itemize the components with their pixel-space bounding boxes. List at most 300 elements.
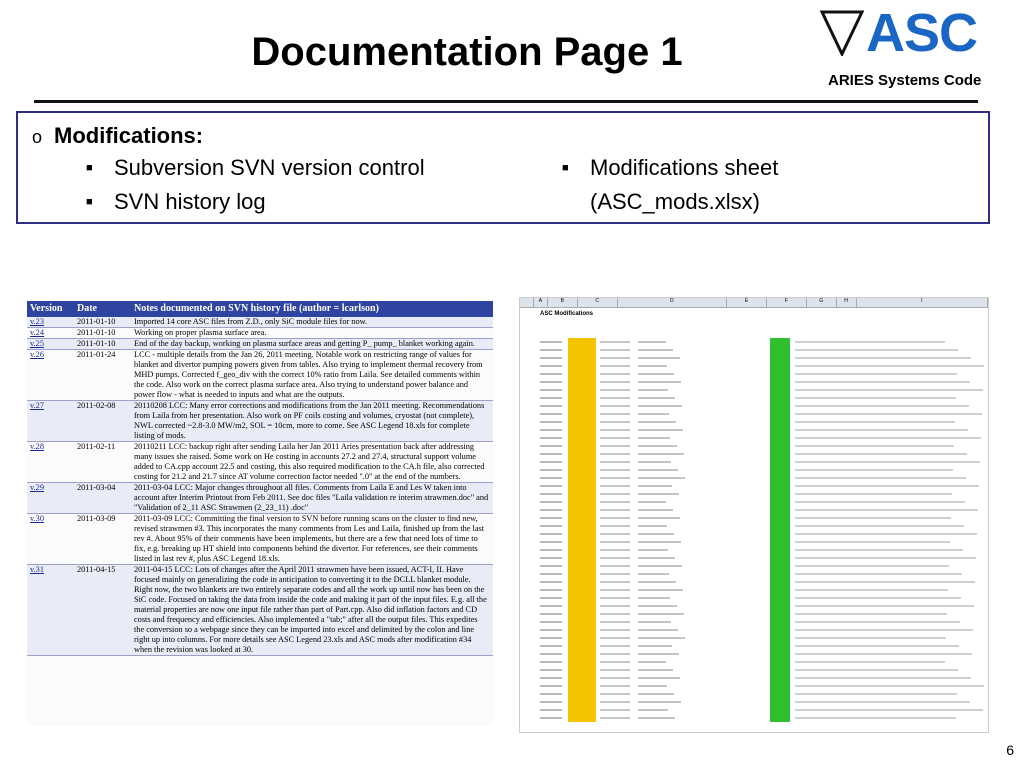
sheet-text-line	[638, 373, 674, 375]
sheet-text-line	[795, 485, 979, 487]
sheet-row	[520, 506, 989, 514]
sheet-text-line	[795, 421, 955, 423]
sheet-highlight-cell	[770, 370, 790, 378]
sheet-text-line	[638, 469, 678, 471]
notes-cell: 2011-04-15 LCC: Lots of changes after the April 2011 strawmen have been issued, ACT-I, II. Have focused mainly on generalizing the code in anticipation to converting it to the DCLL blanket module. Right now, the two blankets are two entirely separate codes and all the work up until now has been on the SiC code. Focused on taking the data from inside the code and making it part of the input files. E.g. all the material properties are now one input file rather than part of Part.cpp. Also did inflation factors and CD costs and frequency and efficiencies. Also implemented a "tab;" after all the output files. This expedites the conversion so a webpage since they can be imported into excel and delimited by the colon and line right up into columns. For more details see ASC Legend 23.xls and ASC mods after modification #34 when the revision was looked at 30.	[134, 565, 487, 654]
version-cell: v.25	[30, 339, 44, 348]
sheet-highlight-cell	[568, 610, 596, 618]
sheet-text-line	[540, 469, 562, 471]
sheet-highlight-cell	[568, 490, 596, 498]
sheet-row	[520, 706, 989, 714]
sheet-column-headers	[520, 298, 988, 308]
table-row	[27, 401, 493, 442]
sheet-highlight-cell	[568, 426, 596, 434]
sheet-text-line	[540, 357, 562, 359]
sheet-highlight-cell	[770, 538, 790, 546]
sheet-row	[520, 490, 989, 498]
sheet-text-line	[795, 469, 953, 471]
sheet-row	[520, 442, 989, 450]
sheet-text-line	[638, 501, 666, 503]
sheet-highlight-cell	[568, 690, 596, 698]
sheet-highlight-cell	[568, 698, 596, 706]
sheet-text-line	[795, 621, 960, 623]
sheet-text-line	[540, 709, 562, 711]
sheet-row	[520, 570, 989, 578]
table-body	[27, 317, 493, 656]
sheet-text-line	[540, 461, 562, 463]
sheet-highlight-cell	[770, 346, 790, 354]
sheet-text-line	[795, 357, 971, 359]
sheet-row	[520, 562, 989, 570]
sheet-text-line	[638, 421, 676, 423]
sheet-text-line	[540, 373, 562, 375]
date-cell: 2011-03-09	[77, 514, 116, 523]
sheet-highlight-cell	[770, 682, 790, 690]
sheet-text-line	[600, 349, 630, 351]
version-cell: v.29	[30, 483, 44, 492]
sheet-text-line	[600, 693, 630, 695]
sheet-highlight-cell	[770, 410, 790, 418]
sheet-text-line	[600, 477, 630, 479]
notes-cell: Imported 14 core ASC files from Z.D., only SiC module files for now.	[134, 317, 368, 326]
sheet-highlight-cell	[770, 522, 790, 530]
sheet-highlight-cell	[568, 474, 596, 482]
sheet-highlight-cell	[568, 674, 596, 682]
sheet-text-line	[638, 605, 677, 607]
sheet-highlight-cell	[770, 338, 790, 346]
sheet-highlight-cell	[568, 594, 596, 602]
sheet-row	[520, 458, 989, 466]
sheet-text-line	[600, 405, 630, 407]
date-cell: 2011-01-10	[77, 328, 116, 337]
sheet-text-line	[795, 453, 967, 455]
sheet-text-line	[795, 661, 945, 663]
sheet-text-line	[540, 349, 562, 351]
sheet-text-line	[540, 341, 562, 343]
sheet-text-line	[795, 637, 946, 639]
sheet-highlight-cell	[770, 610, 790, 618]
sheet-text-line	[638, 597, 670, 599]
sheet-text-line	[540, 645, 562, 647]
sheet-row	[520, 378, 989, 386]
sheet-text-line	[600, 365, 630, 367]
sheet-text-line	[540, 413, 562, 415]
sheet-text-line	[540, 701, 562, 703]
sheet-row	[520, 698, 989, 706]
sheet-text-line	[540, 693, 562, 695]
sheet-text-line	[540, 493, 562, 495]
table-row	[27, 350, 493, 401]
sheet-text-line	[638, 525, 667, 527]
sheet-text-line	[540, 533, 562, 535]
sheet-row	[520, 402, 989, 410]
sheet-text-line	[540, 581, 562, 583]
sheet-text-line	[638, 693, 674, 695]
sheet-row	[520, 578, 989, 586]
sheet-highlight-cell	[568, 434, 596, 442]
bullet-item-continued: (ASC_mods.xlsx)	[590, 189, 760, 214]
bullet-item: ■ SVN history log	[86, 189, 266, 214]
sheet-row	[520, 674, 989, 682]
sheet-row	[520, 386, 989, 394]
sheet-text-line	[795, 701, 970, 703]
sheet-row	[520, 466, 989, 474]
sheet-highlight-cell	[770, 426, 790, 434]
sheet-text-line	[638, 653, 679, 655]
sheet-text-line	[540, 421, 562, 423]
sheet-text-line	[795, 445, 954, 447]
sheet-row	[520, 538, 989, 546]
sheet-text-line	[600, 413, 630, 415]
version-cell: v.28	[30, 442, 44, 451]
sheet-text-line	[795, 477, 966, 479]
sheet-highlight-cell	[568, 442, 596, 450]
sheet-highlight-cell	[568, 554, 596, 562]
logo-mark: ASC	[866, 3, 978, 63]
sheet-text-line	[540, 557, 562, 559]
sheet-text-line	[795, 613, 947, 615]
sheet-text-line	[600, 613, 630, 615]
sheet-highlight-cell	[770, 354, 790, 362]
sheet-row	[520, 634, 989, 642]
sheet-text-line	[795, 589, 948, 591]
sheet-text-line	[638, 477, 685, 479]
sheet-highlight-cell	[770, 626, 790, 634]
sheet-text-line	[540, 637, 562, 639]
sheet-text-line	[540, 605, 562, 607]
sheet-text-line	[600, 501, 630, 503]
sheet-text-line	[600, 453, 630, 455]
sheet-highlight-cell	[770, 618, 790, 626]
sheet-highlight-cell	[568, 618, 596, 626]
sheet-text-line	[795, 541, 950, 543]
sheet-text-line	[540, 477, 562, 479]
sheet-text-line	[638, 669, 673, 671]
sheet-highlight-cell	[770, 402, 790, 410]
table-row	[27, 328, 493, 339]
sheet-highlight-cell	[568, 482, 596, 490]
sheet-row	[520, 474, 989, 482]
notes-cell: 2011-03-04 LCC: Major changes throughout all files. Comments from Laila E and Les W taken into account after Interim Printout from Feb 2011. See doc files "Laila validation re interim strawmen.doc" and "Validation of 2_11 ASC Strawmen (2_23_11) .doc"	[134, 483, 489, 512]
sheet-text-line	[795, 429, 968, 431]
sheet-highlight-cell	[770, 650, 790, 658]
sheet-text-line	[638, 453, 684, 455]
sheet-row	[520, 650, 989, 658]
sheet-highlight-cell	[568, 346, 596, 354]
square-bullet-icon: ■	[86, 162, 93, 174]
sheet-highlight-cell	[770, 586, 790, 594]
sheet-text-line	[795, 549, 963, 551]
sheet-text-line	[638, 541, 681, 543]
sheet-highlight-cell	[568, 706, 596, 714]
date-cell: 2011-03-04	[77, 483, 116, 492]
sheet-text-line	[638, 549, 668, 551]
sheet-highlight-cell	[770, 514, 790, 522]
sheet-highlight-cell	[770, 546, 790, 554]
sheet-row	[520, 586, 989, 594]
sheet-text-line	[638, 389, 668, 391]
date-cell: 2011-01-24	[77, 350, 116, 359]
sheet-highlight-cell	[770, 706, 790, 714]
sheet-text-line	[795, 653, 972, 655]
sheet-text-line	[795, 461, 980, 463]
sheet-highlight-cell	[568, 562, 596, 570]
sheet-row	[520, 370, 989, 378]
sheet-highlight-cell	[770, 690, 790, 698]
notes-cell: LCC - multiple details from the Jan 26, 2011 meeting. Notable work on restricting range of values for blanket and divertor pumping powers given from tables. Also trying to implement thermal recovery from MHD pumps. Corrected f_geo_div with the correct 10% ratio from Laila. See detailed comments within the code. Also work on the correct plasma surface area. Also trying to understand power balance and power flow - what is needed to inputs and what are the outputs.	[134, 350, 483, 399]
sheet-text-line	[540, 445, 562, 447]
sheet-row	[520, 410, 989, 418]
sheet-text-line	[600, 341, 630, 343]
sheet-column-header: F	[767, 298, 807, 307]
notes-cell: Working on proper plasma surface area.	[134, 328, 267, 337]
sheet-text-line	[795, 565, 949, 567]
sheet-text-line	[795, 397, 956, 399]
version-cell: v.27	[30, 401, 44, 410]
sheet-highlight-cell	[770, 386, 790, 394]
sheet-row	[520, 546, 989, 554]
sheet-column-header: D	[618, 298, 728, 307]
sheet-text-line	[600, 493, 630, 495]
sheet-text-line	[638, 357, 680, 359]
sheet-text-line	[638, 661, 666, 663]
sheet-highlight-cell	[770, 506, 790, 514]
sheet-highlight-cell	[770, 466, 790, 474]
table-row	[27, 514, 493, 565]
sheet-text-line	[540, 381, 562, 383]
sheet-highlight-cell	[568, 538, 596, 546]
sheet-highlight-cell	[770, 362, 790, 370]
sheet-text-line	[600, 597, 630, 599]
sheet-column-header: I	[857, 298, 988, 307]
sheet-text-line	[600, 621, 630, 623]
sheet-text-line	[795, 669, 958, 671]
sheet-text-line	[540, 573, 562, 575]
sheet-highlight-cell	[568, 530, 596, 538]
modifications-heading: o Modifications:	[32, 123, 204, 148]
sheet-text-line	[540, 397, 562, 399]
sheet-text-line	[540, 653, 562, 655]
sheet-text-line	[540, 389, 562, 391]
sheet-highlight-cell	[770, 714, 790, 722]
sheet-text-line	[540, 437, 562, 439]
sheet-text-line	[638, 589, 683, 591]
sheet-text-line	[600, 381, 630, 383]
sheet-text-line	[540, 661, 562, 663]
sheet-text-line	[795, 597, 961, 599]
sheet-text-line	[600, 653, 630, 655]
sheet-text-line	[638, 709, 668, 711]
sheet-highlight-cell	[568, 402, 596, 410]
sheet-text-line	[638, 493, 679, 495]
sheet-highlight-cell	[770, 594, 790, 602]
triangle-icon	[820, 10, 864, 56]
sheet-row	[520, 666, 989, 674]
sheet-highlight-cell	[568, 466, 596, 474]
sheet-highlight-cell	[770, 698, 790, 706]
sheet-column-header: H	[837, 298, 857, 307]
sheet-text-line	[540, 717, 562, 719]
sheet-text-line	[540, 685, 562, 687]
sheet-text-line	[540, 525, 562, 527]
sheet-text-line	[638, 677, 680, 679]
sheet-text-line	[795, 693, 957, 695]
sheet-text-line	[600, 677, 630, 679]
sheet-row	[520, 554, 989, 562]
sheet-highlight-cell	[770, 658, 790, 666]
sheet-text-line	[638, 573, 669, 575]
sheet-text-line	[638, 629, 678, 631]
date-cell: 2011-02-11	[77, 442, 116, 451]
bullet-item: ■ Modifications sheet	[562, 155, 779, 180]
sheet-text-line	[600, 717, 630, 719]
sheet-highlight-cell	[568, 458, 596, 466]
sheet-text-line	[638, 717, 675, 719]
sheet-text-line	[600, 557, 630, 559]
sheet-highlight-cell	[568, 522, 596, 530]
sheet-text-line	[795, 405, 969, 407]
sheet-row	[520, 658, 989, 666]
sheet-highlight-cell	[568, 450, 596, 458]
sheet-row	[520, 418, 989, 426]
sheet-text-line	[540, 541, 562, 543]
sheet-text-line	[638, 381, 681, 383]
sheet-text-line	[795, 437, 981, 439]
sheet-text-line	[638, 701, 681, 703]
sheet-highlight-cell	[770, 498, 790, 506]
sheet-text-line	[795, 581, 975, 583]
sheet-highlight-cell	[770, 458, 790, 466]
sheet-row	[520, 338, 989, 346]
sheet-text-line	[638, 517, 680, 519]
sheet-highlight-cell	[770, 666, 790, 674]
sheet-text-line	[795, 509, 978, 511]
sheet-column-header: B	[548, 298, 578, 307]
sheet-text-line	[600, 581, 630, 583]
sheet-row	[520, 530, 989, 538]
sheet-text-line	[600, 669, 630, 671]
sheet-row	[520, 498, 989, 506]
page-title: Documentation Page 1	[251, 30, 683, 74]
sheet-text-line	[638, 429, 683, 431]
sheet-highlight-cell	[568, 378, 596, 386]
sheet-highlight-cell	[770, 442, 790, 450]
version-cell: v.30	[30, 514, 44, 523]
date-cell: 2011-01-10	[77, 317, 116, 326]
sheet-text-line	[795, 525, 964, 527]
sheet-column-header: E	[727, 298, 767, 307]
square-bullet-icon: ■	[86, 196, 93, 208]
sheet-text-line	[638, 637, 685, 639]
title-divider	[34, 100, 978, 103]
sheet-highlight-cell	[770, 394, 790, 402]
sheet-highlight-cell	[568, 634, 596, 642]
table-row	[27, 565, 493, 656]
sheet-highlight-cell	[568, 362, 596, 370]
sheet-highlight-cell	[568, 546, 596, 554]
sheet-text-line	[795, 533, 977, 535]
sheet-text-line	[540, 677, 562, 679]
sheet-highlight-cell	[770, 482, 790, 490]
sheet-text-line	[795, 493, 952, 495]
sheet-text-line	[600, 525, 630, 527]
sheet-text-line	[600, 461, 630, 463]
sheet-highlight-cell	[568, 714, 596, 722]
sheet-text-line	[600, 373, 630, 375]
sheet-highlight-cell	[568, 602, 596, 610]
sheet-highlight-cell	[568, 418, 596, 426]
sheet-row	[520, 626, 989, 634]
date-cell: 2011-04-15	[77, 565, 116, 574]
sheet-highlight-cell	[568, 370, 596, 378]
sheet-column-header: G	[807, 298, 837, 307]
sheet-text-line	[540, 501, 562, 503]
sheet-text-line	[638, 461, 671, 463]
sheet-row	[520, 642, 989, 650]
sheet-text-line	[540, 669, 562, 671]
sheet-highlight-cell	[568, 650, 596, 658]
sheet-highlight-cell	[568, 570, 596, 578]
sheet-text-line	[600, 429, 630, 431]
sheet-text-line	[638, 621, 671, 623]
sheet-text-line	[600, 469, 630, 471]
sheet-text-line	[600, 533, 630, 535]
version-cell: v.31	[30, 565, 44, 574]
sheet-text-line	[540, 429, 562, 431]
sheet-highlight-cell	[770, 674, 790, 682]
date-cell: 2011-02-08	[77, 401, 116, 410]
sheet-highlight-cell	[568, 338, 596, 346]
sheet-highlight-cell	[770, 418, 790, 426]
sheet-text-line	[795, 685, 984, 687]
sheet-row	[520, 610, 989, 618]
modifications-box	[16, 111, 990, 224]
sheet-text-line	[540, 549, 562, 551]
sheet-text-line	[638, 485, 672, 487]
version-cell: v.24	[30, 328, 44, 337]
sheet-text-line	[638, 405, 682, 407]
sheet-text-line	[600, 701, 630, 703]
sheet-text-line	[600, 565, 630, 567]
sheet-highlight-cell	[770, 450, 790, 458]
notes-cell: End of the day backup, working on plasma surface areas and getting P_ pump_ blanket working again.	[134, 339, 476, 348]
sheet-text-line	[795, 373, 957, 375]
sheet-text-line	[600, 637, 630, 639]
page-number: 6	[1006, 742, 1014, 758]
logo-subtitle: ARIES Systems Code	[828, 72, 982, 89]
sheet-row	[520, 618, 989, 626]
sheet-highlight-cell	[770, 530, 790, 538]
sheet-text-line	[600, 397, 630, 399]
sheet-highlight-cell	[568, 578, 596, 586]
sheet-text-line	[540, 517, 562, 519]
sheet-text-line	[600, 445, 630, 447]
sheet-text-line	[600, 541, 630, 543]
sheet-text-line	[600, 357, 630, 359]
sheet-text-line	[638, 437, 670, 439]
sheet-text-line	[638, 565, 682, 567]
table-row	[27, 483, 493, 514]
sheet-text-line	[638, 413, 669, 415]
sheet-text-line	[600, 661, 630, 663]
sheet-highlight-cell	[568, 586, 596, 594]
sheet-text-line	[540, 509, 562, 511]
sheet-highlight-cell	[568, 642, 596, 650]
sheet-text-line	[795, 389, 983, 391]
sheet-highlight-cell	[770, 434, 790, 442]
sheet-text-line	[795, 709, 983, 711]
sheet-highlight-cell	[770, 554, 790, 562]
